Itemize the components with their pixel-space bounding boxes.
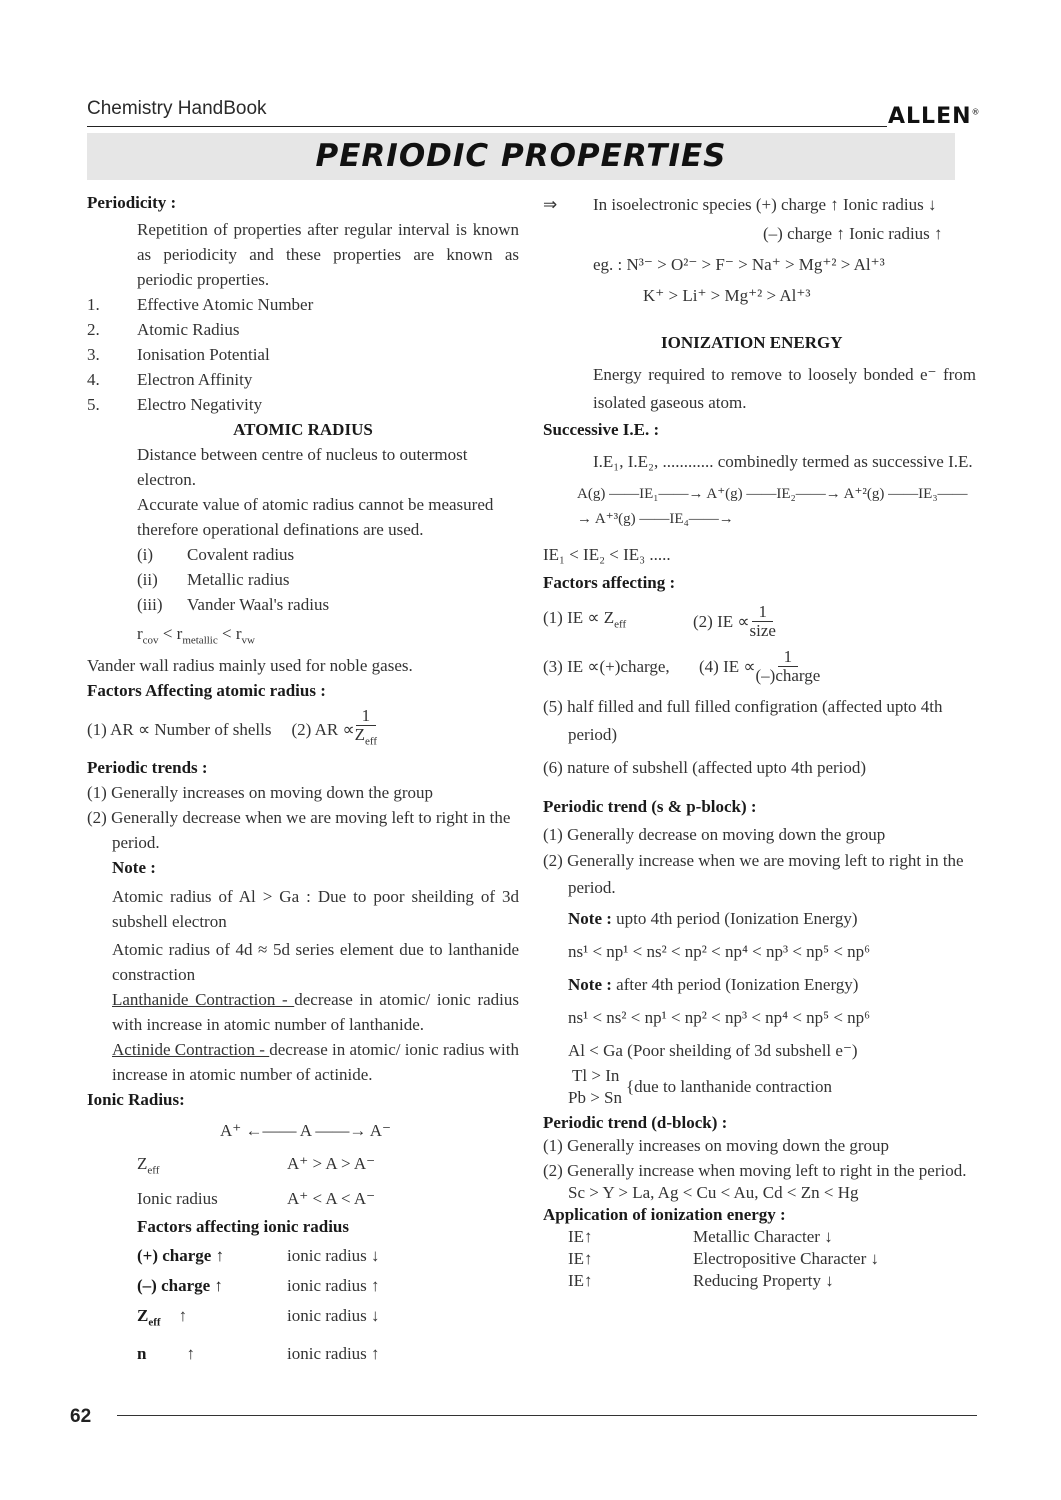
list-number: (ii) (137, 570, 158, 589)
lanthanide-contraction (87, 987, 519, 1037)
list-number: (i) (137, 545, 154, 564)
ionic-table (87, 1151, 519, 1366)
effect-cell: Electropositive Character ↓ (693, 1249, 879, 1268)
ar-factor-1: (1) AR ∝ Number of shells (87, 719, 272, 739)
ie-cell: IE↑ (568, 1249, 593, 1268)
note-label: Note : (568, 909, 612, 928)
ar-factor-2: (2) AR ∝ (291, 719, 355, 739)
note-label: Note : (112, 857, 156, 877)
list-number: 5. (87, 395, 100, 414)
lanthanide-reason: {due to lanthanide contraction (626, 1077, 832, 1096)
ar-factors (87, 707, 519, 750)
up-arrow-icon: ↑ (178, 1306, 188, 1326)
periodicity-heading: Periodicity : (87, 193, 177, 212)
list-item (87, 367, 519, 392)
ionization-energy-heading: IONIZATION ENERGY (661, 333, 843, 352)
ie-factor-sub: eff (614, 618, 627, 631)
zeff-text: Z (137, 1153, 148, 1173)
zeff-label (137, 1151, 287, 1183)
note-1: Atomic radius of Al > Ga : Due to poor sheilding of 3d subshell electron (112, 886, 519, 931)
examples-stack (568, 1065, 622, 1109)
implies-icon: ⇒ (543, 195, 558, 214)
periodicity-text: Repetition of properties after regular interval is known as periodicity and these properties are known as periodic properties. (137, 220, 519, 289)
list-label: Electro Negativity (137, 395, 263, 414)
radius-symbol: < r (217, 624, 242, 643)
page-number: 62 (70, 1406, 92, 1427)
factor-cell (137, 1341, 287, 1366)
factors-ar-heading: Factors Affecting atomic radius : (87, 681, 326, 701)
list-number: 1. (87, 295, 100, 314)
denominator: size (749, 621, 776, 640)
list-label: Metallic radius (187, 570, 290, 589)
list-label: Covalent radius (187, 545, 295, 564)
factors-ionic-heading: Factors affecting ionic radius (137, 1217, 349, 1237)
ie-factor-5: (5) half filled and full filled configration (affected upto 4th period) (543, 697, 943, 744)
list-label: Vander Waal's radius (187, 595, 330, 614)
applications (543, 1226, 976, 1292)
successive-ie-chain: A(g) ——IE₁——→ A⁺(g) ——IE₂——→ A⁺²(g) ——IE₃——→ A⁺³(g) ——IE₄——→ (577, 486, 968, 527)
lanthanide-label: Lanthanide Contraction - (112, 989, 295, 1009)
table-row (137, 1273, 519, 1298)
ie-factor-2: (2) IE ∝ (693, 612, 750, 631)
table-row (568, 1270, 976, 1292)
note-2: Atomic radius of 4d ≈ 5d series element due to lanthanide constraction (112, 939, 519, 984)
left-column (87, 190, 519, 1366)
lanthanide-text: decrease in atomic/ ionic radius with increase in atomic number of lanthanide. (112, 989, 520, 1034)
fraction (756, 648, 821, 685)
zeff-order: A⁺ > A > A⁻ (287, 1153, 376, 1173)
denominator: (–)charge (755, 666, 821, 685)
note-upto-4th (543, 906, 976, 931)
ie-cell: IE↑ (568, 1271, 593, 1290)
ie-factor-row (543, 648, 976, 685)
list-label: Electron Affinity (137, 370, 253, 389)
ionic-arrow-diagram: A⁺ ←—— A ——→ A⁻ (220, 1120, 391, 1140)
ionic-radius-heading: Ionic Radius: (87, 1089, 185, 1109)
list-item (137, 592, 519, 617)
numerator: 1 (752, 603, 773, 622)
numerator: 1 (356, 707, 377, 726)
periodic-trends-heading: Periodic trends : (87, 757, 208, 777)
pb-sn: Pb > Sn (568, 1088, 622, 1107)
d-order: Sc > Y > La, Ag < Cu < Au, Cd < Zn < Hg (568, 1183, 859, 1202)
brand-logo (888, 104, 981, 129)
sp-block-heading: Periodic trend (s & p-block) : (543, 797, 757, 816)
effect-cell: ionic radius ↓ (287, 1306, 380, 1326)
effect-cell: Reducing Property ↓ (693, 1271, 834, 1290)
list-number: 4. (87, 370, 100, 389)
effect-cell: ionic radius ↑ (287, 1276, 380, 1296)
actinide-contraction (87, 1037, 519, 1087)
ie-cell: IE↑ (568, 1227, 593, 1246)
factors-affecting-heading: Factors affecting : (543, 573, 676, 592)
fraction (750, 603, 776, 640)
isoelectronic-text: In isoelectronic species (+) charge ↑ Ionic radius ↓ (593, 195, 937, 214)
radius-symbol: r (137, 624, 143, 643)
isoelectronic-row (543, 192, 976, 217)
list-label: Atomic Radius (137, 320, 240, 339)
list-item (87, 292, 519, 317)
list-number: 3. (87, 345, 100, 364)
list-number: 2. (87, 320, 100, 339)
list-item (87, 392, 519, 417)
table-row (137, 1186, 519, 1211)
radius-sub: cov (142, 634, 159, 647)
actinide-text: decrease in atomic/ ionic radius with increase in atomic number of actinide. (112, 1039, 519, 1084)
order-upto-4th: ns¹ < np¹ < ns² < np² < np⁴ < np³ < np⁵ < np⁶ (568, 942, 871, 961)
radius-types (87, 542, 519, 617)
fraction (355, 707, 377, 750)
factor-cell (137, 1303, 287, 1335)
table-row (568, 1226, 976, 1248)
list-item (87, 342, 519, 367)
radius-sub: vw (241, 634, 255, 647)
factor-sub: eff (148, 1316, 161, 1329)
ie-definition: Energy required to remove to loosely bonded e⁻ from isolated gaseous atom. (593, 365, 976, 412)
note-label: Note : (568, 975, 612, 994)
numerator: 1 (778, 648, 799, 667)
order-after-4th: ns¹ < ns² < np¹ < np² < np³ < np⁴ < np⁵ < np⁶ (568, 1008, 871, 1027)
table-row (137, 1303, 519, 1335)
al-ga-note: Al < Ga (Poor sheilding of 3d subshell e⁻) (568, 1041, 858, 1060)
effect-cell: ionic radius ↓ (287, 1246, 380, 1266)
footer-rule (117, 1415, 977, 1416)
sp-trend-2: (2) Generally increase when we are moving left to right in the period. (543, 851, 964, 897)
properties-list (87, 292, 519, 417)
table-row (568, 1248, 976, 1270)
radius-order (87, 621, 519, 653)
lanthanide-examples (543, 1065, 976, 1109)
ie-factor-4: (4) IE ∝ (699, 657, 756, 676)
radius-sub: metallic (182, 634, 218, 647)
successive-ie-text: I.E₁, I.E₂, ............ combinedly termed as successive I.E. (593, 452, 973, 471)
trend-1: (1) Generally increases on moving down the group (87, 782, 434, 802)
trend-2: (2) Generally decrease when we are moving left to right in the period. (87, 807, 511, 852)
d-trend-1: (1) Generally increases on moving down the group (543, 1136, 890, 1155)
header-rule (87, 126, 887, 127)
table-row (137, 1243, 519, 1268)
isoelectronic-text-2: (–) charge ↑ Ionic radius ↑ (763, 224, 943, 243)
successive-ie-heading: Successive I.E. : (543, 420, 660, 439)
note-text: upto 4th period (Ionization Energy) (611, 909, 858, 928)
atomic-radius-measure: Accurate value of atomic radius cannot be measured therefore operational definations are used. (137, 495, 494, 539)
ie-factor-3: (3) IE ∝(+)charge, (543, 657, 670, 676)
page-title: PERIODIC PROPERTIES (315, 138, 727, 174)
list-number: (iii) (137, 595, 163, 614)
ie-factor-1 (543, 605, 693, 637)
radius-symbol: < r (158, 624, 183, 643)
actinide-label: Actinide Contraction - (112, 1039, 270, 1059)
up-arrow-icon: ↑ (186, 1343, 195, 1363)
list-label: Ionisation Potential (137, 345, 270, 364)
effect-cell: Metallic Character ↓ (693, 1227, 833, 1246)
ie-factor-6: (6) nature of subshell (affected upto 4th period) (543, 758, 867, 777)
vander-wall-note: Vander wall radius mainly used for noble gases. (87, 656, 413, 676)
zeff-sub: eff (147, 1164, 160, 1177)
atomic-radius-definition: Distance between centre of nucleus to outermost electron. (137, 445, 468, 489)
list-item (87, 317, 519, 342)
table-row (137, 1151, 519, 1183)
ie-factor-row (543, 603, 976, 640)
denominator-sub: eff (365, 735, 378, 748)
ionic-label: Ionic radius (137, 1189, 218, 1209)
factor-text: Z (137, 1306, 149, 1326)
list-label: Effective Atomic Number (137, 295, 314, 314)
ionic-order: A⁺ < A < A⁻ (287, 1189, 376, 1209)
denominator-text: Z (354, 725, 366, 745)
d-block-heading: Periodic trend (d-block) : (543, 1113, 728, 1132)
effect-cell: ionic radius ↑ (287, 1343, 380, 1363)
example-2: K⁺ > Li⁺ > Mg⁺² > Al⁺³ (643, 286, 811, 305)
ie-factor-text: (1) IE ∝ Z (543, 608, 615, 628)
registered-icon: ® (971, 107, 981, 117)
factor-cell: (–) charge ↑ (137, 1276, 223, 1296)
denominator (355, 726, 377, 750)
note-text: after 4th period (Ionization Energy) (611, 975, 859, 994)
note-after-4th (543, 972, 976, 997)
list-item (137, 542, 519, 567)
atomic-radius-heading: ATOMIC RADIUS (233, 420, 373, 439)
application-heading: Application of ionization energy : (543, 1205, 786, 1224)
ie-order: IE₁ < IE₂ < IE₃ ..... (543, 545, 671, 564)
d-trend-2: (2) Generally increase when moving left to right in the period. (543, 1161, 967, 1180)
right-column (543, 190, 976, 1292)
book-title: Chemistry HandBook (87, 98, 267, 119)
example-1: eg. : N³⁻ > O²⁻ > F⁻ > Na⁺ > Mg⁺² > Al⁺³ (593, 255, 885, 274)
list-item (137, 567, 519, 592)
tl-in: Tl > In (572, 1066, 620, 1085)
sp-trend-1: (1) Generally decrease on moving down the group (543, 825, 886, 844)
factor-cell: (+) charge ↑ (137, 1246, 225, 1266)
table-row (137, 1341, 519, 1366)
brand-logo-text: ALLEN (888, 104, 972, 129)
factor-text: n (137, 1343, 147, 1363)
